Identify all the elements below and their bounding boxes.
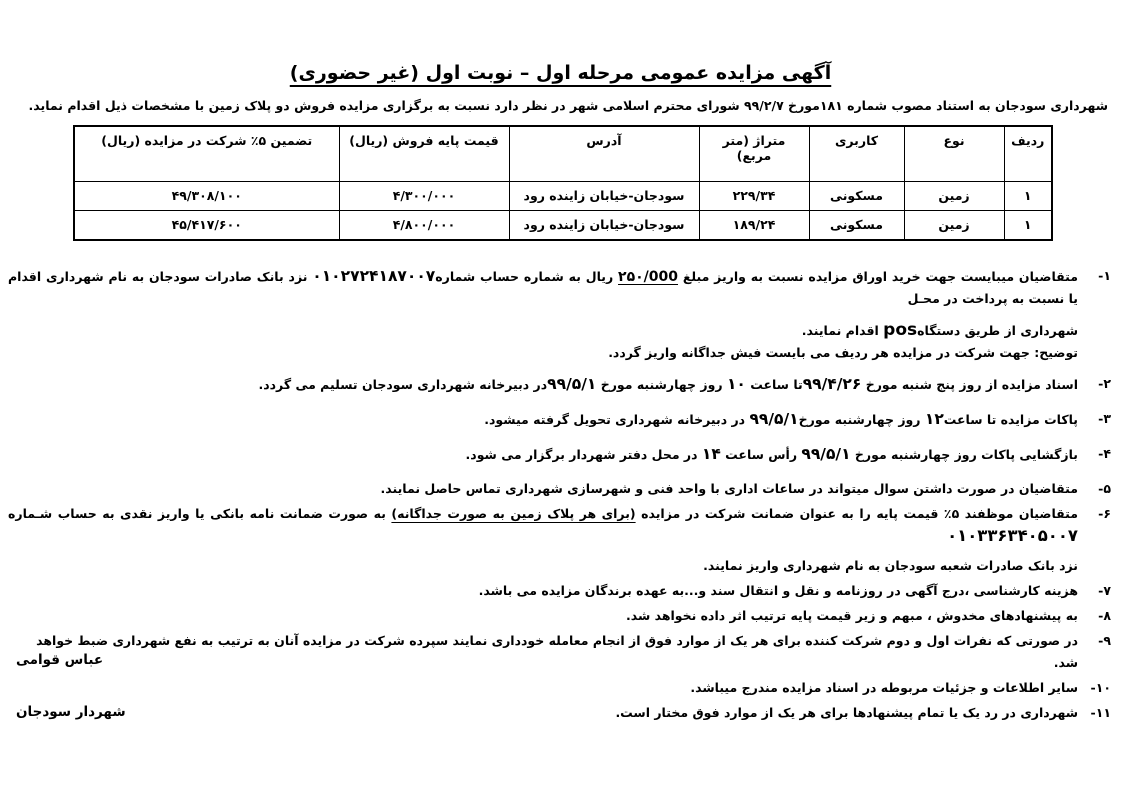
item-3-text-c: در دبیرخانه شهرداری تحویل گرفته میشود. bbox=[484, 411, 750, 427]
item-2-text-a: اسناد مزایده از روز پنج شنبه مورخ bbox=[861, 376, 1078, 392]
item-1-line-2 bbox=[8, 319, 1078, 342]
cell-area: ۲۲۹/۳۴ bbox=[699, 181, 809, 210]
envelopes-deadline-hour: ۱۲ bbox=[924, 409, 944, 428]
list-item-9 bbox=[8, 630, 1111, 674]
list-item-4 bbox=[8, 443, 1111, 466]
item-1-note: توضیح: جهت شرکت در مزایده هر ردیف می بایست فیش جداگانه واریز گردد. bbox=[608, 344, 1078, 360]
list-item-8 bbox=[8, 605, 1111, 627]
item-1-line-2-text-b: اقدام نمایند. bbox=[801, 322, 884, 338]
item-4-text-a: بازگشایی پاکات روز چهارشنبه مورخ bbox=[850, 446, 1078, 462]
item-2-text-d: در دبیرخانه شهرداری سودجان تسلیم می گردد. bbox=[258, 376, 548, 392]
item-11-content: شهرداری در رد یک یا تمام پیشنهادها برای هر یک از موارد فوق مختار است. bbox=[615, 704, 1078, 720]
cell-deposit: ۴۹/۳۰۸/۱۰۰ bbox=[74, 181, 339, 210]
terms-list bbox=[8, 265, 1111, 724]
cell-row-number: ۱ bbox=[1004, 181, 1052, 210]
item-1-line-2-text-a: شهرداری از طریق دستگاه bbox=[917, 322, 1078, 338]
item-1-number: ۱- bbox=[1098, 267, 1111, 283]
lots-table-body bbox=[74, 181, 1052, 240]
item-6-line-2: نزد بانک صادرات شعبه سودجان به نام شهرداری واریز نمایند. bbox=[703, 557, 1078, 573]
item-8-content: به پیشنهادهای مخدوش ، مبهم و زیر قیمت پایه ترتیب اثر داده نخواهد شد. bbox=[626, 607, 1078, 623]
item-2-number: ۲- bbox=[1098, 375, 1111, 391]
opening-date: ۹۹/۵/۱ bbox=[801, 444, 851, 463]
item-5-number: ۵- bbox=[1098, 480, 1111, 496]
bank-account-number-2: ۰۱۰۳۳۶۳۴۰۵۰۰۷ bbox=[947, 525, 1078, 545]
header-row bbox=[74, 126, 1052, 182]
docs-deadline-date: ۹۹/۵/۱ bbox=[547, 374, 597, 393]
item-10-number: ۱۰- bbox=[1090, 679, 1111, 695]
item-11-number: ۱۱- bbox=[1090, 704, 1111, 720]
cell-type: زمین bbox=[904, 210, 1004, 240]
item-3-text-b: روز چهارشنبه مورخ bbox=[798, 411, 925, 427]
list-item-7 bbox=[8, 580, 1111, 602]
col-header-area: متراژ (متر مربع) bbox=[699, 126, 809, 182]
item-4-number: ۴- bbox=[1098, 445, 1111, 461]
item-1-line-1 bbox=[8, 265, 1078, 310]
list-item-2 bbox=[8, 373, 1111, 396]
item-2-text-c: روز چهارشنبه مورخ bbox=[596, 376, 727, 392]
docs-deadline-hour: ۱۰ bbox=[726, 374, 746, 393]
table-row bbox=[74, 210, 1052, 240]
page-title bbox=[0, 0, 1121, 87]
item-6-text-b: به صورت ضمانت نامه بانکی یا واریز نقدی به حساب شـماره bbox=[8, 505, 392, 521]
col-header-type: نوع bbox=[904, 126, 1004, 182]
item-8-number: ۸- bbox=[1098, 607, 1111, 623]
list-item-6 bbox=[8, 503, 1111, 577]
lots-table bbox=[73, 125, 1053, 241]
list-item-11 bbox=[8, 702, 1111, 724]
item-2-content bbox=[8, 373, 1078, 396]
item-1-text-b: ریال به شماره حساب شماره bbox=[435, 268, 619, 284]
item-3-text-a: پاکات مزایده تا ساعت bbox=[943, 411, 1078, 427]
list-item-3 bbox=[8, 408, 1111, 431]
item-6-number: ۶- bbox=[1098, 505, 1111, 521]
item-6-content bbox=[8, 503, 1078, 577]
cell-usage: مسکونی bbox=[809, 181, 904, 210]
pos-device-label: pos bbox=[883, 319, 918, 340]
item-4-text-c: در محل دفتر شهردار برگزار می شود. bbox=[465, 446, 702, 462]
item-9-number: ۹- bbox=[1098, 632, 1111, 648]
cell-area: ۱۸۹/۲۴ bbox=[699, 210, 809, 240]
item-4-content bbox=[8, 443, 1078, 466]
per-plot-guarantee-note: (برای هر پلاک زمین به صورت جداگانه) bbox=[391, 505, 636, 521]
item-3-number: ۳- bbox=[1098, 410, 1111, 426]
col-header-base-price: قیمت پایه فروش (ریال) bbox=[339, 126, 509, 182]
item-9-content: در صورتی که نفرات اول و دوم شرکت کننده برای هر یک از موارد فوق از انجام معامله خودداری نمایند سپرده شرکت در مزایده آنان به ترتیب به نفع شهرداری ضبط خواهد شد. bbox=[36, 632, 1078, 670]
cell-type: زمین bbox=[904, 181, 1004, 210]
col-header-usage: کاربری bbox=[809, 126, 904, 182]
page-title-text: آگهی مزایده عمومی مرحله اول – نوبت اول (غیر حضوری) bbox=[289, 62, 832, 84]
col-header-deposit: تضمین ۵٪ شرکت در مزایده (ریال) bbox=[74, 126, 339, 182]
list-item-10 bbox=[8, 677, 1111, 699]
cell-row-number: ۱ bbox=[1004, 210, 1052, 240]
cell-address: سودجان-خیابان زاینده رود bbox=[509, 181, 699, 210]
item-1-text-c: نزد بانک صادرات سودجان به نام شهرداری اقدام یا نسبت به پرداخت در محـل bbox=[8, 268, 1078, 306]
item-7-number: ۷- bbox=[1098, 582, 1111, 598]
lots-table-header bbox=[74, 126, 1052, 182]
item-6-text-a: متقاضیان موظفند ۵٪ قیمت پایه را به عنوان ضمانت شرکت در مزایده bbox=[635, 505, 1078, 521]
cell-base-price: ۴/۳۰۰/۰۰۰ bbox=[339, 181, 509, 210]
intro-paragraph: شهرداری سودجان به استناد مصوب شماره ۱۸۱مورخ ۹۹/۲/۷ شورای محترم اسلامی شهر در نظر دارد نسبت به برگزاری مزایده فروش دو پلاک زمین با مشخصات ذیل اقدام نماید. bbox=[28, 97, 1108, 113]
item-3-content bbox=[8, 408, 1078, 431]
item-10-content: سایر اطلاعات و جزئیات مربوطه در اسناد مزایده مندرج میباشد. bbox=[690, 679, 1078, 695]
item-1-content bbox=[8, 265, 1078, 364]
list-item-1 bbox=[8, 265, 1111, 364]
signatory-name: عباس قوامی bbox=[16, 652, 104, 668]
bank-account-number-1: ۰۱۰۲۷۲۴۱۸۷۰۰۷ bbox=[312, 266, 436, 285]
item-5-content: متقاضیان در صورت داشتن سوال میتواند در ساعات اداری با واحد فنی و شهرسازی شهرداری تماس حاصل نمایند. bbox=[380, 480, 1078, 496]
item-7-content: هزینه کارشناسی ،درج آگهی در روزنامه و نقل و انتقال سند و...به عهده برندگان مزایده می باشد. bbox=[478, 582, 1078, 598]
deposit-fee-amount: ۲۵۰/000 bbox=[618, 268, 679, 285]
col-header-row-number: ردیف bbox=[1004, 126, 1052, 182]
cell-usage: مسکونی bbox=[809, 210, 904, 240]
cell-address: سودجان-خیابان زاینده رود bbox=[509, 210, 699, 240]
item-6-line-1 bbox=[8, 503, 1078, 548]
envelopes-deadline-date: ۹۹/۵/۱ bbox=[749, 409, 799, 428]
table-row bbox=[74, 181, 1052, 210]
col-header-address: آدرس bbox=[509, 126, 699, 182]
item-1-text-a: متقاضیان میبایست جهت خرید اوراق مزایده نسبت به واریز مبلغ bbox=[678, 268, 1078, 284]
item-4-text-b: رأس ساعت bbox=[720, 446, 802, 462]
opening-hour: ۱۴ bbox=[701, 444, 721, 463]
cell-base-price: ۴/۸۰۰/۰۰۰ bbox=[339, 210, 509, 240]
list-item-5 bbox=[8, 478, 1111, 500]
item-2-text-b: تا ساعت bbox=[745, 376, 803, 392]
signatory-role: شهردار سودجان bbox=[16, 704, 126, 720]
cell-deposit: ۴۵/۴۱۷/۶۰۰ bbox=[74, 210, 339, 240]
docs-start-date: ۹۹/۴/۲۶ bbox=[802, 374, 862, 393]
